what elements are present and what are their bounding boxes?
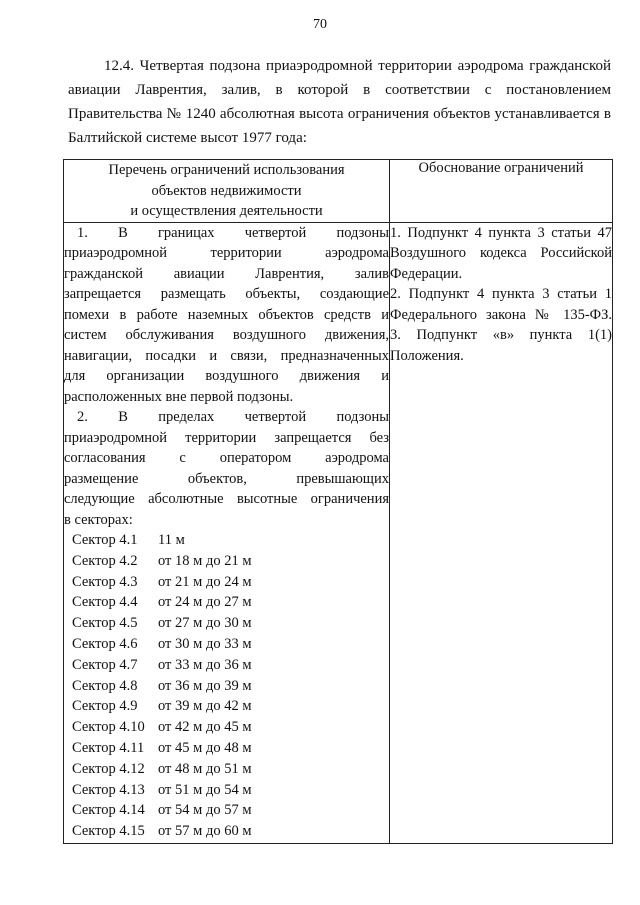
sector-row — [64, 780, 389, 801]
table-header-row — [64, 160, 613, 223]
sector-name: Сектор 4.10 — [72, 719, 145, 736]
sector-height: от 33 м до 36 м — [158, 656, 252, 673]
restriction-line: следующие абсолютные высотные ограничения — [64, 491, 389, 507]
justification-line: Федерального закона № 135-ФЗ. — [390, 306, 612, 323]
header-restrictions-list: Перечень ограничений использования объектов недвижимости и осуществления деятельности — [64, 160, 390, 223]
sector-name: Сектор 4.4 — [72, 594, 138, 611]
sector-row — [64, 530, 389, 551]
sector-height: от 51 м до 54 м — [158, 781, 252, 798]
restriction-line: помехи в работе наземных объектов средств и — [64, 306, 389, 323]
restriction-line: 2. В пределах четвертой подзоны — [77, 409, 389, 425]
sector-name: Сектор 4.5 — [72, 615, 138, 632]
sector-name: Сектор 4.11 — [72, 739, 145, 756]
restrictions-table — [63, 159, 613, 844]
restriction-line: систем обслуживания воздушного движения, — [64, 327, 389, 343]
restriction-line: согласования с оператором аэродрома — [64, 450, 389, 466]
sector-height: от 36 м до 39 м — [158, 677, 252, 694]
restriction-line: размещение объектов, превышающих — [64, 470, 389, 487]
sector-height: от 42 м до 45 м — [158, 719, 252, 736]
sector-height: от 39 м до 42 м — [158, 698, 252, 715]
justification-line: Федерации. — [390, 265, 463, 282]
sector-height: от 54 м до 57 м — [158, 802, 252, 819]
restriction-line: приаэродромной территории запрещается без — [64, 429, 389, 446]
intro-line: авиации Лаврентия, залив, в которой в соответствии с постановлением — [68, 82, 611, 98]
restriction-line: для организации воздушного движения и — [64, 368, 389, 384]
table-row — [64, 222, 613, 843]
sector-row — [64, 655, 389, 676]
sector-row — [64, 821, 389, 842]
sector-name: Сектор 4.1 — [72, 532, 138, 548]
intro-line: 12.4. Четвертая подзона приаэродромной территории аэродрома гражданской — [104, 58, 611, 74]
restriction-line: 1. В границах четвертой подзоны — [77, 224, 389, 241]
restriction-line: в секторах: — [64, 511, 133, 528]
sector-name: Сектор 4.9 — [72, 698, 138, 715]
intro-line: Балтийской системе высот 1977 года: — [68, 130, 307, 146]
sector-name: Сектор 4.3 — [72, 573, 138, 590]
sector-row — [64, 696, 389, 717]
sector-name: Сектор 4.2 — [72, 552, 138, 569]
sector-height: от 48 м до 51 м — [158, 760, 252, 777]
justification-line: 3. Подпункт «в» пункта 1(1) — [390, 327, 612, 343]
header-justification: Обоснование ограничений — [390, 160, 613, 223]
sector-row — [64, 759, 389, 780]
sector-row — [64, 717, 389, 738]
justification-line: 2. Подпункт 4 пункта 3 статьи 1 — [390, 286, 612, 302]
justification-line: Воздушного кодекса Российской — [390, 245, 612, 261]
sector-height: от 57 м до 60 м — [158, 823, 252, 840]
intro-paragraph — [68, 54, 611, 150]
sector-height: от 18 м до 21 м — [158, 552, 252, 569]
page-number: 70 — [313, 17, 327, 32]
restriction-line: запрещается размещать объекты, создающие — [64, 286, 389, 302]
sector-name: Сектор 4.8 — [72, 677, 138, 694]
sector-height: от 24 м до 27 м — [158, 594, 252, 611]
sector-height: от 21 м до 24 м — [158, 573, 252, 590]
sector-row — [64, 551, 389, 572]
sector-row — [64, 592, 389, 613]
sector-height: от 30 м до 33 м — [158, 635, 252, 652]
sector-row — [64, 572, 389, 593]
sector-row — [64, 738, 389, 759]
intro-line: Правительства № 1240 абсолютная высота ограничения объектов устанавливается в — [68, 106, 611, 122]
sector-name: Сектор 4.6 — [72, 635, 138, 652]
sector-row — [64, 613, 389, 634]
sector-name: Сектор 4.14 — [72, 802, 145, 819]
sector-name: Сектор 4.7 — [72, 656, 138, 673]
restrictions-cell — [64, 222, 390, 843]
justification-line: Положения. — [390, 347, 464, 364]
sector-name: Сектор 4.12 — [72, 760, 145, 777]
justification-cell — [390, 222, 613, 843]
sector-name: Сектор 4.13 — [72, 781, 145, 798]
sector-height: 11 м — [158, 532, 185, 548]
sector-height: от 45 м до 48 м — [158, 739, 252, 756]
sector-height: от 27 м до 30 м — [158, 615, 252, 632]
restriction-line: навигации, посадки и связи, предназначенных — [64, 347, 389, 364]
sector-name: Сектор 4.15 — [72, 823, 145, 840]
sector-row — [64, 800, 389, 821]
restriction-line: гражданской авиации Лаврентия, залив — [64, 265, 389, 282]
restriction-line: приаэродромной территории аэродрома — [64, 245, 389, 261]
restriction-line: расположенных вне первой подзоны. — [64, 388, 294, 405]
sector-row — [64, 634, 389, 655]
justification-line: 1. Подпункт 4 пункта 3 статьи 47 — [390, 224, 612, 241]
sector-row — [64, 676, 389, 697]
